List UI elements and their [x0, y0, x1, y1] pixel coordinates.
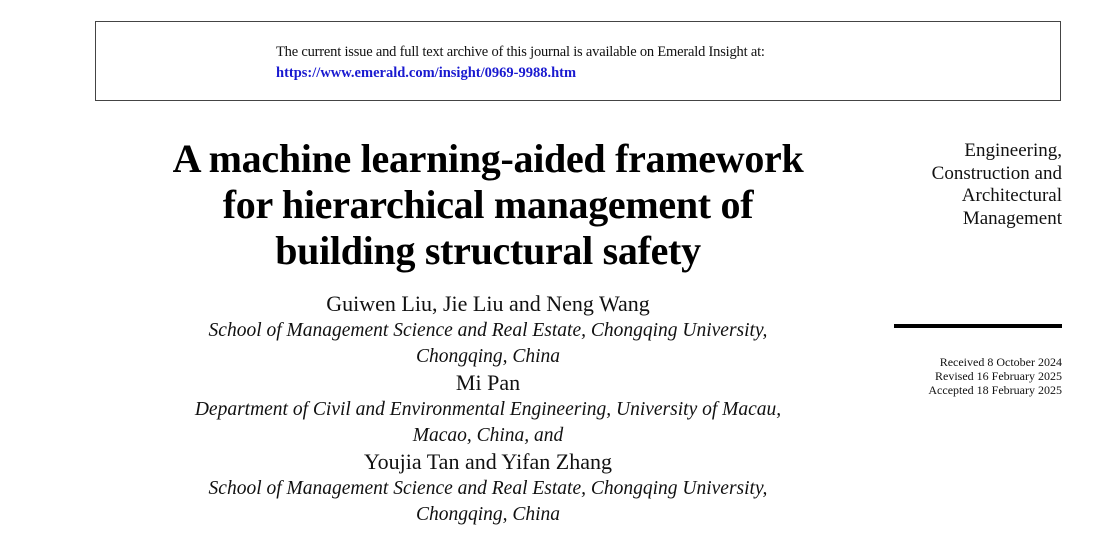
- article-title-line-2: for hierarchical management of: [222, 182, 754, 227]
- journal-name: [932, 140, 1062, 230]
- availability-notice-box: [95, 21, 1061, 101]
- author-names-group-2: Mi Pan: [455, 370, 521, 395]
- revised-date: Revised 16 February 2025: [935, 369, 1062, 383]
- affiliation-group-1-line-1: School of Management Science and Real Estate, Chongqing University,: [208, 320, 768, 341]
- journal-name-line-3: Architectural: [961, 185, 1062, 206]
- article-title-line-3: building structural safety: [275, 228, 701, 273]
- affiliation-group-3-line-2: Chongqing, China: [415, 503, 561, 525]
- affiliation-group-3-line-1: School of Management Science and Real Estate, Chongqing University,: [208, 478, 768, 499]
- author-names-group-3: Youjia Tan and Yifan Zhang: [364, 449, 612, 474]
- author-names-group-1: Guiwen Liu, Jie Liu and Neng Wang: [326, 291, 650, 316]
- article-history-dates: [928, 355, 1062, 397]
- journal-name-line-2: Construction and: [931, 162, 1062, 184]
- journal-divider-rule: [894, 324, 1062, 328]
- journal-url-link[interactable]: https://www.emerald.com/insight/0969-9988.htm: [276, 65, 577, 81]
- author-block: [88, 290, 888, 527]
- availability-notice-text: The current issue and full text archive of this journal is available on Emerald Insight at:: [276, 44, 765, 60]
- article-title: [88, 136, 888, 274]
- journal-name-line-1: Engineering,: [964, 140, 1062, 161]
- accepted-date: Accepted 18 February 2025: [928, 383, 1062, 397]
- article-title-line-1: A machine learning-aided framework: [172, 136, 804, 181]
- affiliation-group-1-line-2: Chongqing, China: [415, 345, 561, 367]
- received-date: Received 8 October 2024: [939, 355, 1062, 369]
- journal-name-line-4: Management: [962, 207, 1062, 229]
- affiliation-group-2-line-1: Department of Civil and Environmental Engineering, University of Macau,: [194, 399, 782, 420]
- affiliation-group-2-line-2: Macao, China, and: [412, 424, 564, 446]
